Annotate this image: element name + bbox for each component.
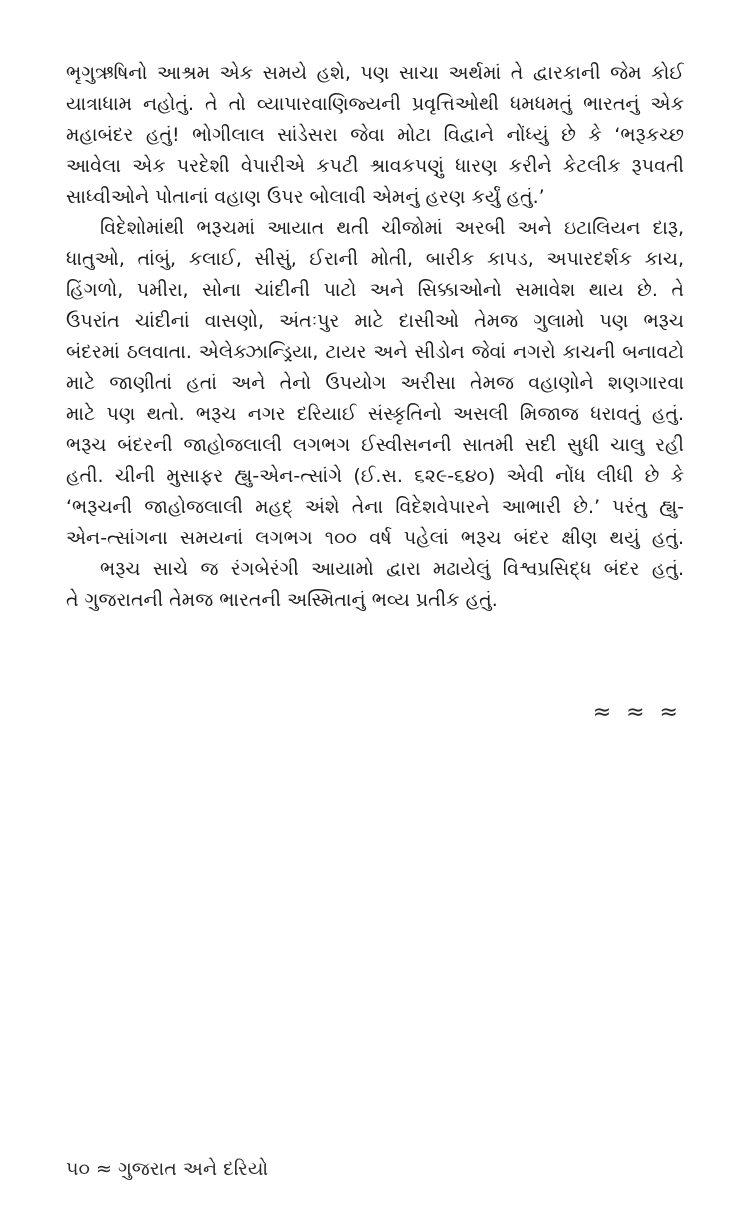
text-line: વિદેશોમાંથી ભરૂચમાં આયાત થતી ચીજોમાં અરબી અને ઇટાલિયન દારૂ,	[100, 217, 684, 239]
text-line: સાધ્વીઓને પોતાનાં વહાણ ઉપર બોલાવી એમનું હરણ કર્યું હતું.’	[66, 186, 545, 208]
text-line: માટે જાણીતાં હતાં અને તેનો ઉપયોગ અરીસા તેમજ વહાણોને શણગારવા	[66, 372, 684, 394]
body-text	[66, 58, 684, 616]
text-line: મહાબંદર હતું! ભોગીલાલ સાંડેસરા જેવા મોટા વિદ્વાને નોંધ્યું છે કે ‘ભરૂકચ્છ	[66, 124, 684, 146]
text-line: ભરૂચ બંદરની જાહોજલાલી લગભગ ઈસ્વીસનની સાતમી સદી સુધી ચાલુ રહી	[66, 434, 684, 456]
page-footer	[66, 1158, 268, 1180]
paragraph-2	[66, 213, 684, 554]
footer-divider: ≈	[95, 1158, 112, 1180]
text-line: આવેલા એક પરદેશી વેપારીએ કપટી શ્રાવકપણું ધારણ કરીને કેટલીક રૂપવતી	[66, 155, 684, 177]
text-line: ધાતુઓ, તાંબું, કલાઈ, સીસું, ઈરાની મોતી, બારીક કાપડ, અપારદર્શક કાચ,	[66, 248, 684, 270]
section-separator: ≈ ≈ ≈	[592, 700, 682, 725]
text-line: ભરૂચ સાચે જ રંગબેરંગી આયામો દ્વારા મઢાયેલું વિશ્વપ્રસિદ્ધ બંદર હતું.	[100, 558, 684, 580]
page-number: ૫૦	[66, 1158, 90, 1180]
text-line: ભૃગુઋષિનો આશ્રમ એક સમયે હશે, પણ સાચા અર્થમાં તે દ્વારકાની જેમ કોઈ	[66, 62, 684, 84]
text-line: તે ગુજરાતની તેમજ ભારતની અસ્મિતાનું ભવ્ય પ્રતીક હતું.	[66, 589, 498, 611]
paragraph-1	[66, 58, 684, 213]
text-line: હિંગળો, પમીરા, સોના ચાંદીની પાટો અને સિક્કાઓનો સમાવેશ થાય છે. તે	[66, 279, 684, 301]
book-title: ગુજરાત અને દરિયો	[117, 1158, 269, 1180]
paragraph-3	[66, 554, 684, 616]
text-line: ‘ભરૂચની જાહોજલાલી મહદ્ અંશે તેના વિદેશવેપારને આભારી છે.’ પરંતુ હ્યુ-	[66, 496, 684, 518]
text-line: માટે પણ થતો. ભરૂચ નગર દરિયાઈ સંસ્કૃતિનો અસલી મિજાજ ધરાવતું હતું.	[66, 403, 684, 425]
text-line: એન-ત્સાંગના સમયનાં લગભગ ૧૦૦ વર્ષ પહેલાં ભરૂચ બંદર ક્ષીણ થયું હતું.	[66, 527, 684, 549]
text-line: બંદરમાં ઠલવાતા. એલેક્ઝાન્ડ્રિયા, ટાયર અને સીડોન જેવાં નગરો કાચની બનાવટો	[66, 341, 684, 363]
text-line: યાત્રાધામ નહોતું. તે તો વ્યાપારવાણિજ્યની પ્રવૃત્તિઓથી ધમધમતું ભારતનું એક	[66, 93, 684, 115]
text-line: હતી. ચીની મુસાફર હ્યુ-એન-ત્સાંગે (ઈ.સ. ૬૨૯-૬૪૦) એવી નોંધ લીધી છે કે	[66, 465, 684, 487]
text-line: ઉપરાંત ચાંદીનાં વાસણો, અંતઃપુર માટે દાસીઓ તેમજ ગુલામો પણ ભરૂચ	[66, 310, 684, 332]
